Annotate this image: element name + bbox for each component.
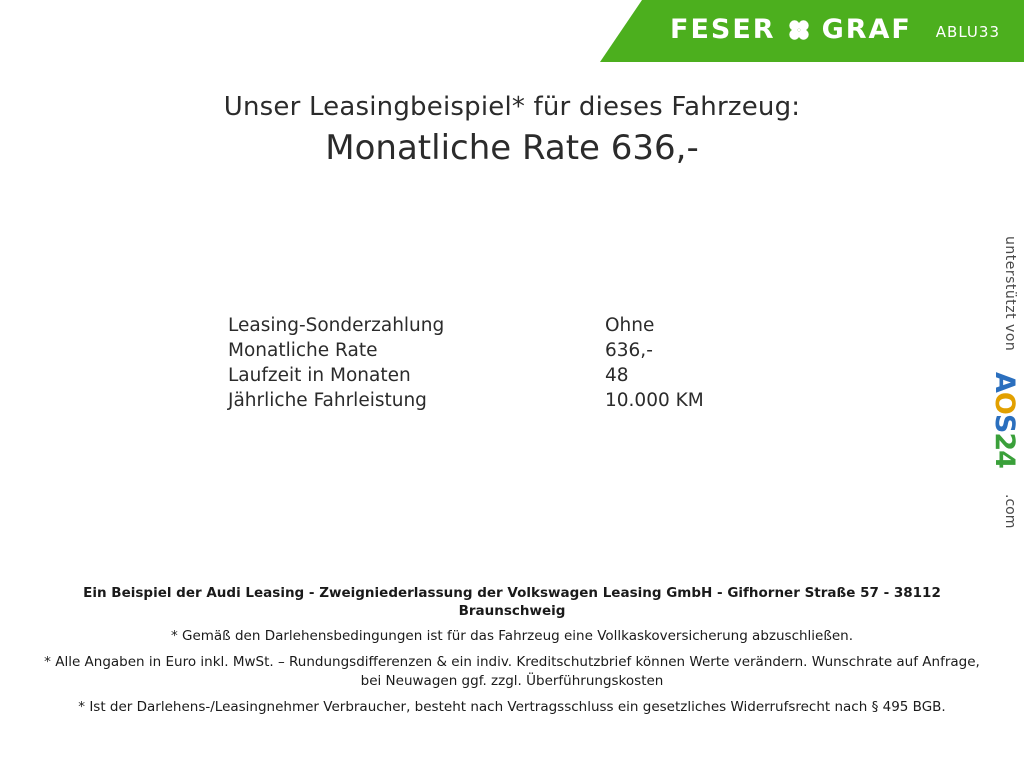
footer (0, 584, 1024, 717)
footer-note-3: * Ist der Darlehens-/Leasingnehmer Verbraucher, besteht nach Vertragsschluss ein gesetzliches Widerrufsrecht nach § 495 BGB. (78, 699, 946, 715)
leasing-details-table (228, 313, 704, 413)
detail-value: 10.000 KM (605, 390, 704, 411)
detail-value: 48 (605, 365, 629, 386)
aos24-letter-o: O (989, 391, 1020, 414)
supported-by-label: unterstützt von (1002, 236, 1018, 352)
header-bar (600, 0, 1024, 62)
brand-name-first: FESER (670, 14, 776, 45)
table-row (228, 363, 704, 388)
detail-label: Monatliche Rate (228, 340, 378, 361)
footer-legal-entity: Ein Beispiel der Audi Leasing - Zweigniederlassung der Volkswagen Leasing GmbH - Gifhorner Straße 57 - 38112 Braunschweig (83, 585, 941, 619)
footer-note-1: * Gemäß den Darlehensbedingungen ist für das Fahrzeug eine Vollkaskoversicherung abzuschließen. (170, 628, 854, 644)
aos24-letter-s: S (989, 413, 1020, 433)
brand-logo (670, 14, 912, 45)
page-title: Monatliche Rate 636,- (325, 128, 699, 168)
aos24-digit-4: 4 (989, 450, 1020, 468)
title-block (0, 92, 1024, 168)
table-row (228, 388, 704, 413)
footer-note-2: * Alle Angaben in Euro inkl. MwSt. – Rundungsdifferenzen & ein indiv. Kreditschutzbrief können Werte verändern. Wunschrate auf Anfrage, bei Neuwagen ggf. zzgl. Überführungskosten (44, 654, 980, 689)
detail-value: 636,- (605, 340, 653, 361)
detail-label: Jährliche Fahrleistung (228, 390, 427, 411)
table-row (228, 338, 704, 363)
side-branding (989, 236, 1020, 536)
detail-value: Ohne (605, 315, 655, 336)
clover-icon (786, 17, 812, 43)
aos24-logo (989, 372, 1020, 468)
page-subtitle: Unser Leasingbeispiel* für dieses Fahrzeug: (223, 92, 801, 122)
aos24-domain: .com (1002, 494, 1018, 529)
brand-name-second: GRAF (821, 14, 912, 45)
detail-label: Laufzeit in Monaten (228, 365, 411, 386)
aos24-letter-a: A (989, 372, 1020, 392)
vehicle-code: ABLU33 (935, 23, 1000, 41)
table-row (228, 313, 704, 338)
detail-label: Leasing-Sonderzahlung (228, 315, 445, 336)
aos24-digit-2: 2 (989, 432, 1020, 451)
